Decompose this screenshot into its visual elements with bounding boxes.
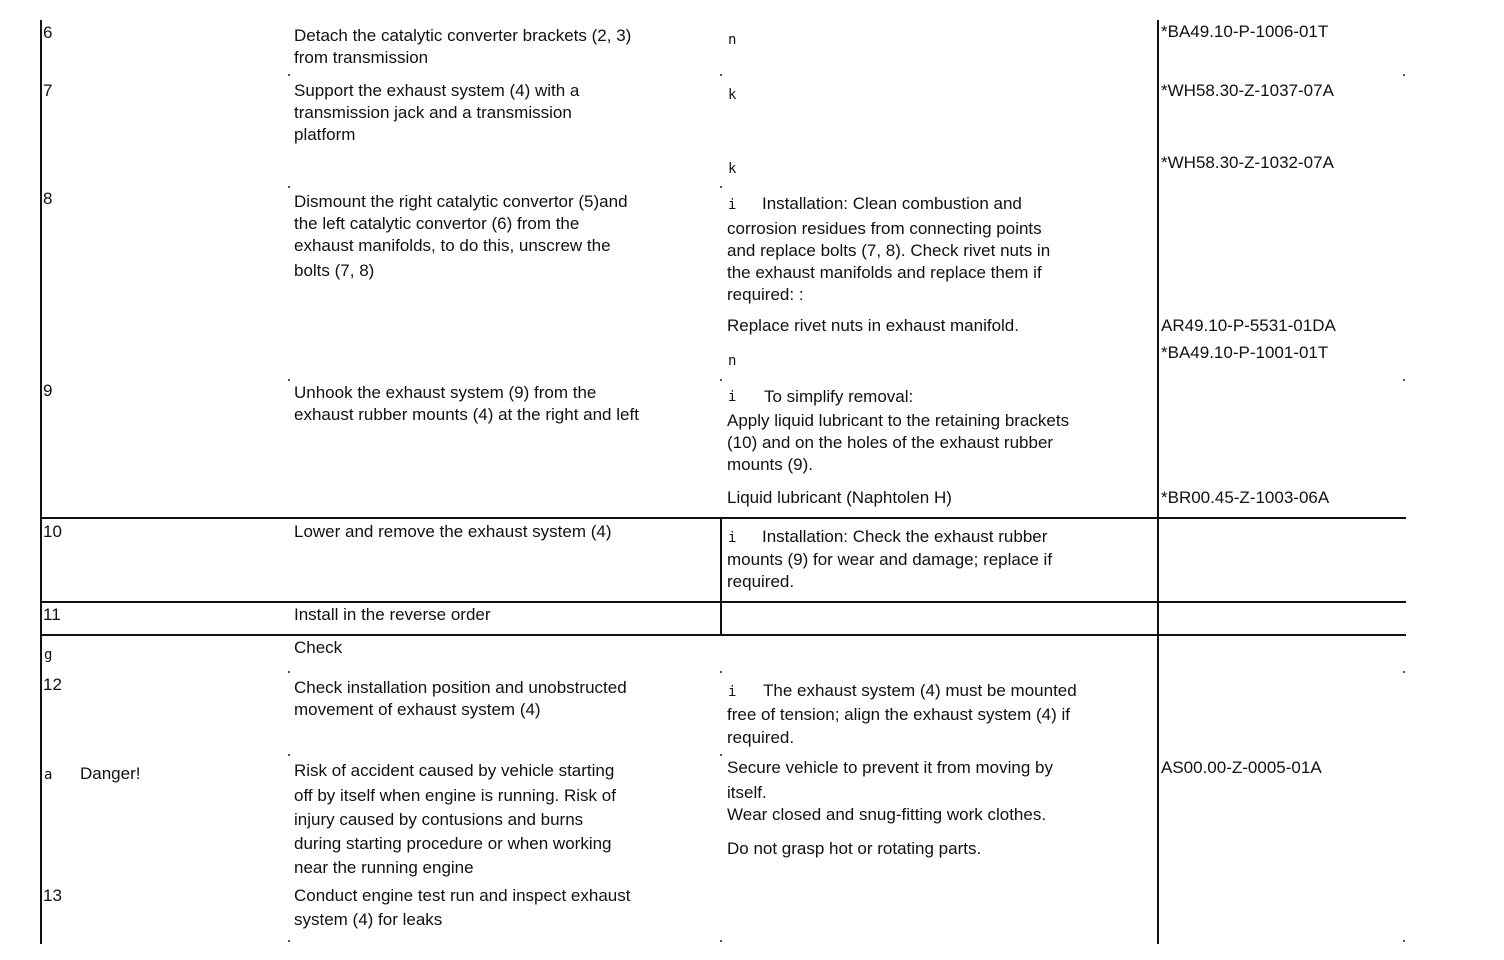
row-divider-10 [40, 517, 1406, 519]
danger-symbol: a [44, 767, 53, 783]
table-left-border [40, 20, 42, 944]
section-heading: Check [294, 638, 343, 657]
note-text: required: : [727, 285, 804, 304]
danger-text: off by itself when engine is running. Risk of [294, 786, 616, 805]
step-text: Dismount the right catalytic convertor (5)and [294, 192, 628, 211]
sub-note-text: Replace rivet nuts in exhaust manifold. [727, 316, 1019, 335]
step-number: 11 [43, 605, 61, 624]
scan-mark [720, 754, 722, 756]
scan-mark [720, 671, 722, 673]
column-divider-notes [720, 518, 722, 636]
scan-mark [288, 379, 290, 381]
scan-mark [1403, 940, 1405, 942]
scan-mark [720, 940, 722, 942]
step-text: bolts (7, 8) [294, 261, 375, 280]
row-divider-check [40, 634, 1406, 636]
danger-text: injury caused by contusions and burns [294, 810, 584, 829]
step-text: system (4) for leaks [294, 910, 443, 929]
note-text: Installation: Check the exhaust rubber [762, 527, 1048, 546]
step-number: 9 [43, 381, 53, 400]
reference-link[interactable]: *WH58.30-Z-1032-07A [1161, 153, 1334, 172]
info-symbol: i [728, 684, 737, 700]
note-text: mounts (9). [727, 455, 813, 474]
step-text: from transmission [294, 48, 429, 67]
step-text: movement of exhaust system (4) [294, 700, 541, 719]
scan-mark [288, 940, 290, 942]
danger-text: near the running engine [294, 858, 474, 877]
step-number: 13 [43, 886, 62, 905]
step-text: Lower and remove the exhaust system (4) [294, 522, 612, 541]
scan-mark [720, 74, 722, 76]
step-number: 12 [43, 675, 62, 694]
step-text: exhaust manifolds, to do this, unscrew the [294, 236, 611, 255]
note-text: Installation: Clean combustion and [762, 194, 1022, 213]
scan-mark [288, 186, 290, 188]
safety-note: Do not grasp hot or rotating parts. [727, 839, 982, 858]
scan-mark [720, 186, 722, 188]
safety-note: Wear closed and snug-fitting work clothes. [727, 805, 1047, 824]
scan-mark [1403, 671, 1405, 673]
step-text: transmission jack and a transmission [294, 103, 572, 122]
note-text: mounts (9) for wear and damage; replace if [727, 550, 1053, 569]
step-text: the left catalytic convertor (6) from the [294, 214, 580, 233]
tool-symbol: n [728, 32, 737, 48]
note-text: corrosion residues from connecting points [727, 219, 1042, 238]
step-text: Install in the reverse order [294, 605, 491, 624]
note-text: Apply liquid lubricant to the retaining brackets [727, 411, 1070, 430]
note-text: To simplify removal: [764, 387, 914, 406]
scan-mark [288, 671, 290, 673]
safety-note: Secure vehicle to prevent it from moving by [727, 758, 1053, 777]
note-text: free of tension; align the exhaust system (4) if [727, 705, 1071, 724]
step-number: 7 [43, 81, 53, 100]
note-text: required. [727, 728, 795, 747]
scan-mark [288, 74, 290, 76]
danger-label: Danger! [80, 764, 141, 783]
step-number: 8 [43, 189, 53, 208]
info-symbol: i [728, 197, 737, 213]
reference-link[interactable]: AR49.10-P-5531-01DA [1161, 316, 1336, 335]
note-text: (10) and on the holes of the exhaust rubber [727, 433, 1054, 452]
tool-symbol: n [728, 353, 737, 369]
info-symbol: i [728, 389, 737, 405]
reference-link[interactable]: *BA49.10-P-1001-01T [1161, 343, 1329, 362]
step-text: Support the exhaust system (4) with a [294, 81, 580, 100]
scan-mark [1403, 379, 1405, 381]
danger-text: during starting procedure or when working [294, 834, 612, 853]
safety-note: itself. [727, 783, 767, 802]
reference-link[interactable]: *WH58.30-Z-1037-07A [1161, 81, 1334, 100]
step-text: Check installation position and unobstructed [294, 678, 627, 697]
tool-symbol: k [728, 87, 737, 103]
info-symbol: i [728, 530, 737, 546]
note-text: and replace bolts (7, 8). Check rivet nuts in [727, 241, 1051, 260]
reference-link[interactable]: *BA49.10-P-1006-01T [1161, 22, 1329, 41]
step-text: Detach the catalytic converter brackets (2, 3) [294, 26, 632, 45]
scan-mark [1403, 74, 1405, 76]
row-divider-11 [40, 601, 1406, 603]
reference-link[interactable]: AS00.00-Z-0005-01A [1161, 758, 1322, 777]
step-text: platform [294, 125, 356, 144]
note-text: the exhaust manifolds and replace them if [727, 263, 1042, 282]
step-number: 6 [43, 23, 53, 42]
danger-text: Risk of accident caused by vehicle starting [294, 761, 615, 780]
step-text: Conduct engine test run and inspect exhaust [294, 886, 631, 905]
scan-mark [288, 754, 290, 756]
step-text: exhaust rubber mounts (4) at the right and left [294, 405, 639, 424]
reference-link[interactable]: *BR00.45-Z-1003-06A [1161, 488, 1330, 507]
note-text: required. [727, 572, 795, 591]
step-text: Unhook the exhaust system (9) from the [294, 383, 597, 402]
sub-note-text: Liquid lubricant (Naphtolen H) [727, 488, 952, 507]
scan-mark [720, 379, 722, 381]
column-divider-refs [1157, 20, 1159, 944]
step-number: 10 [43, 522, 62, 541]
tool-symbol: k [728, 161, 737, 177]
check-symbol: g [44, 647, 53, 663]
note-text: The exhaust system (4) must be mounted [763, 681, 1077, 700]
